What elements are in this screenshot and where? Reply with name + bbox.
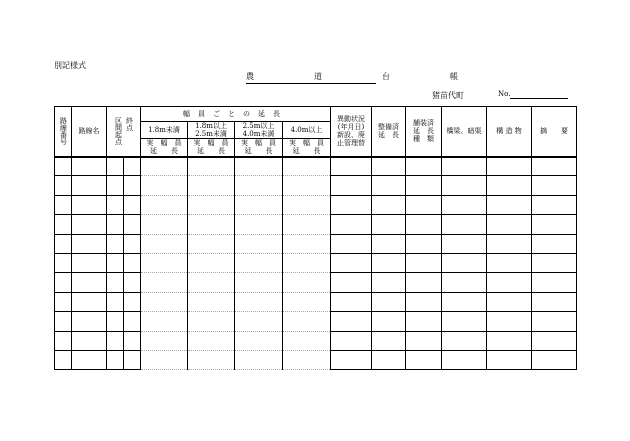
table-cell[interactable] — [372, 215, 406, 234]
table-cell[interactable] — [406, 253, 442, 272]
table-cell[interactable] — [141, 195, 188, 214]
table-cell[interactable] — [283, 331, 331, 350]
header-width-1-sub: 実 幅 員 延 長 — [141, 139, 188, 157]
table-cell[interactable] — [331, 195, 372, 214]
table-cell[interactable] — [235, 176, 283, 195]
table-cell[interactable] — [372, 253, 406, 272]
header-bridge: 橋梁、暗渠 — [442, 107, 487, 157]
table-cell[interactable] — [406, 292, 442, 311]
table-cell[interactable] — [283, 234, 331, 253]
table-cell[interactable] — [406, 234, 442, 253]
table-cell[interactable] — [406, 312, 442, 331]
table-cell[interactable] — [331, 157, 372, 176]
table-cell[interactable] — [283, 195, 331, 214]
ledger-body — [55, 157, 577, 370]
table-cell[interactable] — [55, 350, 72, 369]
table-cell[interactable] — [487, 292, 532, 311]
table-cell[interactable] — [72, 292, 107, 311]
table-cell[interactable] — [235, 195, 283, 214]
table-cell[interactable] — [124, 176, 141, 195]
table-cell[interactable] — [331, 234, 372, 253]
table-cell[interactable] — [188, 292, 235, 311]
table-cell[interactable] — [72, 157, 107, 176]
table-row — [55, 273, 577, 292]
header-route-name: 路線名 — [72, 107, 107, 157]
table-cell[interactable] — [107, 195, 124, 214]
table-cell[interactable] — [406, 273, 442, 292]
header-width-group: 幅員ごとの延長 — [141, 107, 331, 122]
table-cell[interactable] — [107, 312, 124, 331]
table-cell[interactable] — [55, 234, 72, 253]
table-cell[interactable] — [487, 312, 532, 331]
number-label: No. — [498, 90, 511, 98]
table-cell[interactable] — [372, 157, 406, 176]
table-row — [55, 157, 577, 176]
table-cell[interactable] — [532, 331, 577, 350]
table-cell[interactable] — [141, 350, 188, 369]
header-section — [107, 107, 141, 157]
ledger-table — [54, 106, 577, 370]
table-cell[interactable] — [107, 292, 124, 311]
table-cell[interactable] — [72, 273, 107, 292]
table-cell[interactable] — [442, 312, 487, 331]
header-width-2-sub: 実 幅 員 延 長 — [188, 139, 235, 157]
table-cell[interactable] — [331, 312, 372, 331]
header-width-3-sub: 実 幅 員 延 長 — [235, 139, 283, 157]
table-cell[interactable] — [141, 215, 188, 234]
table-cell[interactable] — [532, 195, 577, 214]
table-cell[interactable] — [235, 215, 283, 234]
header-width-3: 2.5m以上 4.0m未満 — [235, 122, 283, 139]
table-cell[interactable] — [107, 253, 124, 272]
table-cell[interactable] — [442, 195, 487, 214]
table-cell[interactable] — [124, 253, 141, 272]
table-cell[interactable] — [55, 253, 72, 272]
header-structure: 構 造 物 — [487, 107, 532, 157]
table-cell[interactable] — [532, 215, 577, 234]
table-cell[interactable] — [235, 253, 283, 272]
table-cell[interactable] — [406, 331, 442, 350]
table-cell[interactable] — [188, 215, 235, 234]
table-cell[interactable] — [406, 350, 442, 369]
table-cell[interactable] — [331, 292, 372, 311]
table-cell[interactable] — [442, 176, 487, 195]
form-label: 別記様式 — [54, 61, 86, 70]
table-cell[interactable] — [188, 157, 235, 176]
table-cell[interactable] — [55, 157, 72, 176]
table-cell[interactable] — [442, 234, 487, 253]
header-change-status: 異動状況 (年月日) 新設、廃 止管理替 — [331, 107, 372, 157]
table-cell[interactable] — [487, 350, 532, 369]
table-cell[interactable] — [487, 253, 532, 272]
table-cell[interactable] — [372, 292, 406, 311]
header-width-4: 4.0m以上 — [283, 122, 331, 139]
table-cell[interactable] — [55, 331, 72, 350]
table-cell[interactable] — [72, 234, 107, 253]
header-paved-length: 舗装済 延 長 種 類 — [406, 107, 442, 157]
table-cell[interactable] — [72, 331, 107, 350]
table-cell[interactable] — [283, 292, 331, 311]
table-cell[interactable] — [283, 157, 331, 176]
table-cell[interactable] — [188, 253, 235, 272]
table-cell[interactable] — [283, 350, 331, 369]
table-cell[interactable] — [188, 331, 235, 350]
table-row — [55, 176, 577, 195]
table-cell[interactable] — [72, 176, 107, 195]
table-cell[interactable] — [487, 234, 532, 253]
table-cell[interactable] — [532, 176, 577, 195]
header-end-point: 終点 — [125, 117, 134, 132]
table-cell[interactable] — [141, 273, 188, 292]
header-width-1: 1.8m未満 — [141, 122, 188, 139]
table-cell[interactable] — [188, 273, 235, 292]
table-cell[interactable] — [406, 195, 442, 214]
table-cell[interactable] — [487, 331, 532, 350]
table-cell[interactable] — [532, 350, 577, 369]
header-start-point: 起点 — [114, 131, 123, 146]
town-name: 猪苗代町 — [432, 91, 464, 100]
table-cell[interactable] — [72, 253, 107, 272]
table-cell[interactable] — [107, 234, 124, 253]
table-cell[interactable] — [72, 312, 107, 331]
table-cell[interactable] — [72, 195, 107, 214]
table-cell[interactable] — [283, 176, 331, 195]
table-cell[interactable] — [331, 331, 372, 350]
table-row — [55, 312, 577, 331]
table-cell[interactable] — [442, 331, 487, 350]
header-route-number: 路線番号 — [55, 107, 72, 157]
table-cell[interactable] — [124, 157, 141, 176]
table-cell[interactable] — [532, 312, 577, 331]
table-cell[interactable] — [55, 215, 72, 234]
table-cell[interactable] — [372, 176, 406, 195]
table-cell[interactable] — [141, 253, 188, 272]
table-cell[interactable] — [107, 273, 124, 292]
table-cell[interactable] — [442, 273, 487, 292]
table-cell[interactable] — [331, 350, 372, 369]
table-cell[interactable] — [107, 157, 124, 176]
table-cell[interactable] — [124, 273, 141, 292]
table-cell[interactable] — [55, 292, 72, 311]
table-cell[interactable] — [124, 350, 141, 369]
table-cell[interactable] — [442, 292, 487, 311]
table-cell[interactable] — [124, 215, 141, 234]
table-cell[interactable] — [283, 273, 331, 292]
table-cell[interactable] — [107, 215, 124, 234]
table-cell[interactable] — [55, 273, 72, 292]
header-width-4-sub: 実 幅 員 延 長 — [283, 139, 331, 157]
table-cell[interactable] — [235, 234, 283, 253]
table-cell[interactable] — [72, 215, 107, 234]
table-cell[interactable] — [442, 215, 487, 234]
header-remarks: 摘 要 — [532, 107, 577, 157]
table-cell[interactable] — [235, 157, 283, 176]
table-cell[interactable] — [532, 234, 577, 253]
header-maintained-length: 整備済 延 長 — [372, 107, 406, 157]
table-cell[interactable] — [406, 176, 442, 195]
table-row — [55, 215, 577, 234]
table-cell[interactable] — [283, 312, 331, 331]
table-cell[interactable] — [235, 350, 283, 369]
table-cell[interactable] — [487, 195, 532, 214]
table-cell[interactable] — [372, 331, 406, 350]
table-cell[interactable] — [487, 273, 532, 292]
table-cell[interactable] — [532, 292, 577, 311]
table-cell[interactable] — [188, 312, 235, 331]
table-cell[interactable] — [283, 215, 331, 234]
document-title: 農 道 台 帳 — [246, 71, 376, 84]
table-cell[interactable] — [141, 331, 188, 350]
table-cell[interactable] — [107, 331, 124, 350]
table-cell[interactable] — [124, 195, 141, 214]
table-cell[interactable] — [487, 157, 532, 176]
table-cell[interactable] — [372, 234, 406, 253]
table-cell[interactable] — [235, 331, 283, 350]
table-row — [55, 234, 577, 253]
table-cell[interactable] — [442, 350, 487, 369]
table-cell[interactable] — [532, 253, 577, 272]
table-cell[interactable] — [188, 350, 235, 369]
header-section-label: 区間 — [114, 117, 123, 132]
header-width-2: 1.8m以上 2.5m未満 — [188, 122, 235, 139]
table-row — [55, 350, 577, 369]
table-cell[interactable] — [372, 312, 406, 331]
table-cell[interactable] — [532, 157, 577, 176]
table-cell[interactable] — [283, 253, 331, 272]
table-row — [55, 292, 577, 311]
table-cell[interactable] — [188, 176, 235, 195]
table-cell[interactable] — [141, 292, 188, 311]
table-cell[interactable] — [331, 273, 372, 292]
table-cell[interactable] — [406, 157, 442, 176]
table-cell[interactable] — [55, 312, 72, 331]
table-cell[interactable] — [124, 331, 141, 350]
table-cell[interactable] — [235, 312, 283, 331]
table-cell[interactable] — [487, 176, 532, 195]
table-cell[interactable] — [188, 195, 235, 214]
table-cell[interactable] — [532, 273, 577, 292]
table-cell[interactable] — [487, 215, 532, 234]
table-cell[interactable] — [107, 350, 124, 369]
table-cell[interactable] — [141, 176, 188, 195]
table-cell[interactable] — [141, 312, 188, 331]
table-cell[interactable] — [124, 312, 141, 331]
table-cell[interactable] — [372, 350, 406, 369]
table-cell[interactable] — [124, 292, 141, 311]
table-cell[interactable] — [331, 215, 372, 234]
table-cell[interactable] — [442, 157, 487, 176]
table-cell[interactable] — [55, 195, 72, 214]
table-cell[interactable] — [141, 234, 188, 253]
table-row — [55, 253, 577, 272]
number-field-line — [510, 98, 568, 99]
table-cell[interactable] — [442, 253, 487, 272]
table-row — [55, 195, 577, 214]
table-cell[interactable] — [406, 215, 442, 234]
table-cell[interactable] — [372, 195, 406, 214]
table-cell[interactable] — [235, 273, 283, 292]
table-cell[interactable] — [72, 350, 107, 369]
table-cell[interactable] — [331, 253, 372, 272]
table-row — [55, 331, 577, 350]
table-cell[interactable] — [55, 176, 72, 195]
table-cell[interactable] — [331, 176, 372, 195]
table-cell[interactable] — [124, 234, 141, 253]
table-cell[interactable] — [141, 157, 188, 176]
table-cell[interactable] — [107, 176, 124, 195]
table-cell[interactable] — [188, 234, 235, 253]
table-cell[interactable] — [235, 292, 283, 311]
table-cell[interactable] — [372, 273, 406, 292]
